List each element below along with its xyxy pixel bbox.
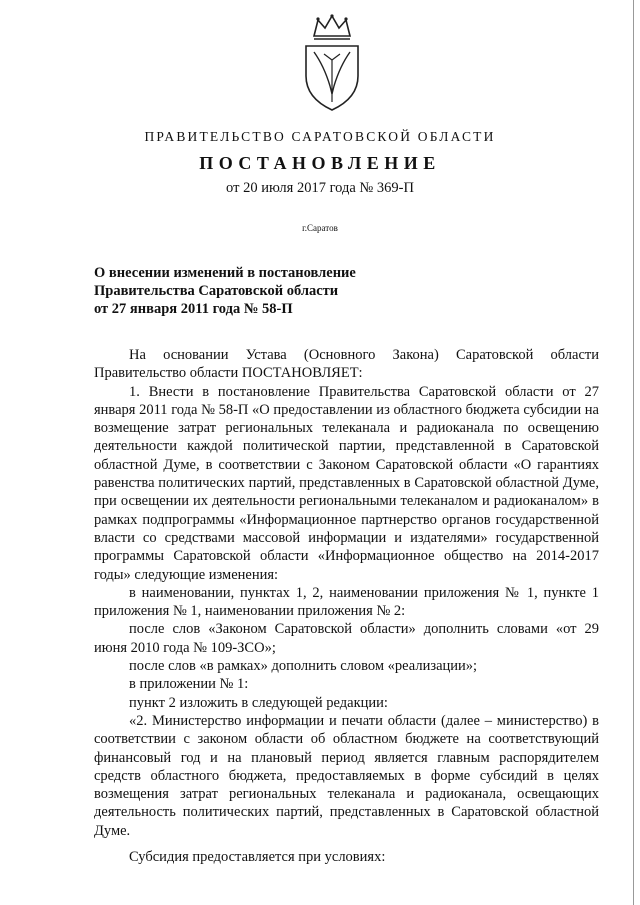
subject-line: Правительства Саратовской области	[94, 283, 339, 299]
subject-line: от 27 января 2011 года № 58-П	[94, 301, 293, 317]
coat-of-arms-emblem	[300, 14, 364, 112]
document-body	[94, 346, 599, 866]
document-city: г.Саратов	[302, 223, 338, 233]
body-paragraph: в наименовании, пунктах 1, 2, наименовании приложения № 1, пункте 1 приложения № 1, наименовании приложения № 2:	[94, 584, 599, 620]
body-paragraph: в приложении № 1:	[129, 676, 249, 693]
body-paragraph: после слов «Законом Саратовской области» дополнить словами «от 29 июня 2010 года № 109-ЗСО»;	[94, 621, 599, 656]
body-paragraph: Субсидия предоставляется при условиях:	[129, 849, 386, 866]
page-edge-divider	[633, 0, 634, 905]
body-paragraph: 1. Внести в постановление Правительства Саратовской области от 27 января 2011 года № 58-П «О предоставлении из областного бюджета субсидии на возмещение затрат региональных телеканала и радиоканала по освещению деятельности каждой политической партии, представленной в Саратовской областной Думе, в соответствии с Законом Саратовской области «О гарантиях равенства политических партий, представленных в Саратовской областной Думе, при освещении их деятельности региональными телеканалом и радиоканалом» в рамках подпрограммы «Информационное партнерство органов государственной власти со средствами массовой информации и издателями» государственной программы Саратовской области «Информационное общество на 2014-2017 годы» следующие изменения:	[94, 383, 599, 583]
government-name: ПРАВИТЕЛЬСТВО САРАТОВСКОЙ ОБЛАСТИ	[144, 129, 496, 144]
body-paragraph: «2. Министерство информации и печати области (далее – министерство) в соответствии с законом области об областном бюджете на соответствующий финансовый год и на плановый период является главным распорядителем средств областного бюджета, предоставляемых в форме субсидий в целях возмещения затрат региональных телеканала и радиоканала, освещающих деятельность политических партий, представленных в Саратовской областной Думе.	[94, 712, 599, 839]
subject-line: О внесении изменений в постановление	[94, 265, 356, 281]
body-paragraph: На основании Устава (Основного Закона) Саратовской области Правительство области ПОСТАНОВЛЯЕТ:	[94, 347, 599, 382]
body-paragraph: пункт 2 изложить в следующей редакции:	[129, 694, 388, 711]
body-paragraph: после слов «в рамках» дополнить словом «реализации»;	[129, 658, 478, 675]
document-date-number: от 20 июля 2017 года № 369-П	[226, 180, 414, 196]
document-subject	[94, 264, 356, 318]
document-type-title: ПОСТАНОВЛЕНИЕ	[199, 153, 441, 173]
